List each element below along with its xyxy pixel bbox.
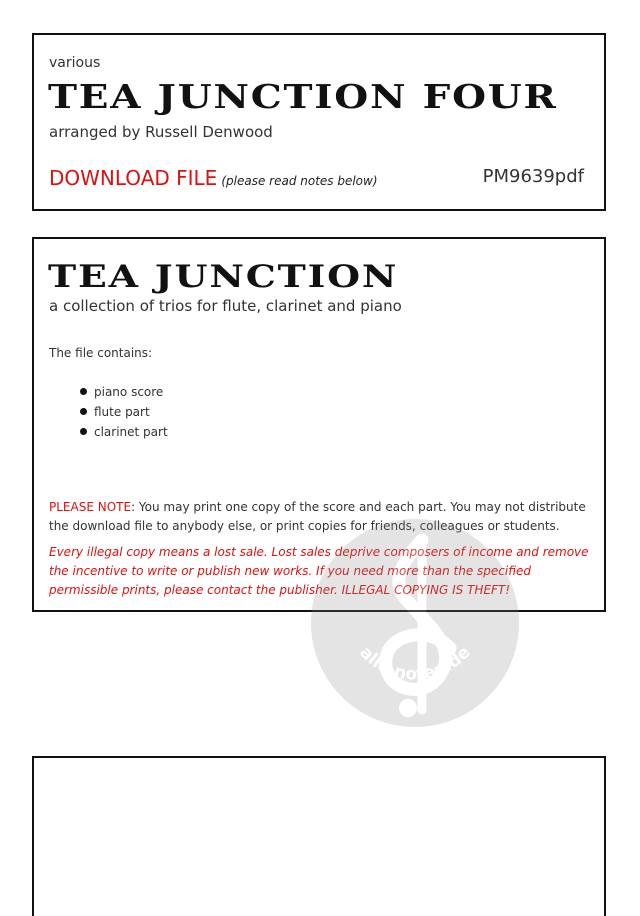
collection-subtitle: a collection of trios for flute, clarinet and piano [49,297,402,315]
download-note: (please read notes below) [221,174,378,188]
bullet-icon [80,428,87,435]
arranger-label: arranged by Russell Denwood [49,123,273,141]
contains-label: The file contains: [49,346,153,360]
bullet-icon [80,388,87,395]
composer-label: various [49,55,101,71]
list-item [80,402,168,422]
content-box [32,237,606,612]
part-label: flute part [94,405,150,419]
please-note-heading: PLEASE NOTE [49,500,132,514]
part-label: clarinet part [94,425,168,439]
download-file-link[interactable]: DOWNLOAD FILE [49,166,218,190]
bullet-icon [80,408,87,415]
watermark-text-path: alle-noten.de [355,642,475,685]
part-label: piano score [94,385,164,399]
download-row [49,166,378,190]
list-item [80,382,168,402]
product-code: PM9639pdf [482,166,584,187]
next-section-box [32,756,606,916]
watermark-text [355,643,474,685]
illegal-copy-warning: Every illegal copy means a lost sale. Lost sales deprive composers of income and remove the incentive to write or publish new works. If you need more than the specified permissible prints, please contact the publisher. ILLEGAL COPYING IS THEFT! [49,545,589,597]
header-box [32,33,606,211]
page-title: TEA JUNCTION FOUR [48,77,558,116]
list-item [80,422,168,442]
collection-title: TEA JUNCTION [48,259,399,295]
please-note-paragraph [49,498,597,536]
please-note-text: : You may print one copy of the score and each part. You may not distribute the download file to anybody else, or print copies for friends, colleagues or students. [49,500,586,533]
parts-list [80,382,168,442]
